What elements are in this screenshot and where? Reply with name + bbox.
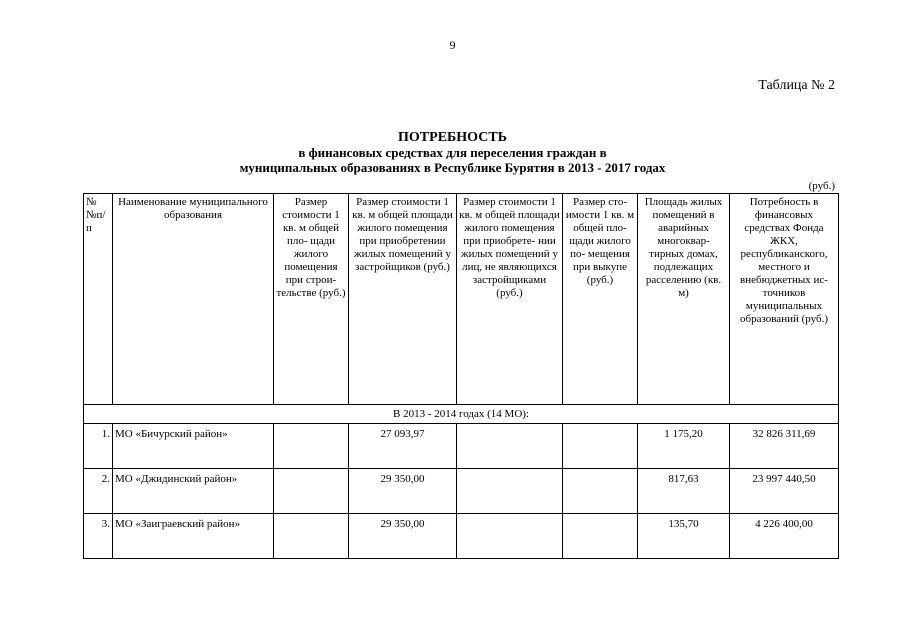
row-developer-cost: 27 093,97 [349,424,457,469]
table-row [84,469,839,514]
section-label: В 2013 - 2014 годах (14 МО): [84,405,839,424]
row-financial-need: 32 826 311,69 [730,424,839,469]
row-number: 2. [84,469,113,514]
row-non-developer-cost [457,514,563,559]
row-municipality: МО «Джидинский район» [113,469,274,514]
row-construction-cost [274,469,349,514]
column-header-developer-cost: Размер стоимости 1 кв. м общей площади жилого помещения при приобретении жилых помещений у застройщиков (руб.) [349,194,457,405]
row-number: 1. [84,424,113,469]
row-financial-need: 23 997 440,50 [730,469,839,514]
row-area: 1 175,20 [638,424,730,469]
table-header-row [84,194,839,405]
table-label: Таблица № 2 [758,78,835,93]
row-non-developer-cost [457,424,563,469]
table-row [84,424,839,469]
row-buyout-cost [563,424,638,469]
row-construction-cost [274,424,349,469]
column-header-buyout-cost: Размер сто- имости 1 кв. м общей пло- щади жилого по- мещения при выкупе (руб.) [563,194,638,405]
column-header-financial-need: Потребность в финансовых средствах Фонда ЖКХ, республиканского, местного и внебюджетных ис- точников муниципальных образований (руб.) [730,194,839,405]
row-area: 817,63 [638,469,730,514]
title-line-2: в финансовых средствах для переселения граждан в [298,145,607,160]
row-municipality: МО «Бичурский район» [113,424,274,469]
row-buyout-cost [563,514,638,559]
row-construction-cost [274,514,349,559]
table-row [84,514,839,559]
row-municipality: МО «Заиграевский район» [113,514,274,559]
section-row [84,405,839,424]
title-line-1: ПОТРЕБНОСТЬ [398,130,507,145]
row-non-developer-cost [457,469,563,514]
column-header-number: № №п/п [84,194,113,405]
title-line-3: муниципальных образованиях в Республике Бурятия в 2013 - 2017 годах [239,160,666,175]
currency-note: (руб.) [808,180,835,192]
column-header-non-developer-cost: Размер стоимости 1 кв. м общей площади жилого помещения при приобрете- нии жилых помещений у лиц, не являющихся застройщиками (руб.) [457,194,563,405]
needs-table [83,193,839,559]
column-header-name: Наименование муниципального образования [113,194,274,405]
row-developer-cost: 29 350,00 [349,469,457,514]
row-financial-need: 4 226 400,00 [730,514,839,559]
row-number: 3. [84,514,113,559]
row-developer-cost: 29 350,00 [349,514,457,559]
page-number: 9 [449,38,456,52]
row-buyout-cost [563,469,638,514]
column-header-construction-cost: Размер стоимости 1 кв. м общей пло- щади жилого помещения при строи- тельстве (руб.) [274,194,349,405]
column-header-area: Площадь жилых помещений в аварийных многоквар- тирных домах, подлежащих расселению (кв. м) [638,194,730,405]
row-area: 135,70 [638,514,730,559]
document-title [0,130,905,175]
